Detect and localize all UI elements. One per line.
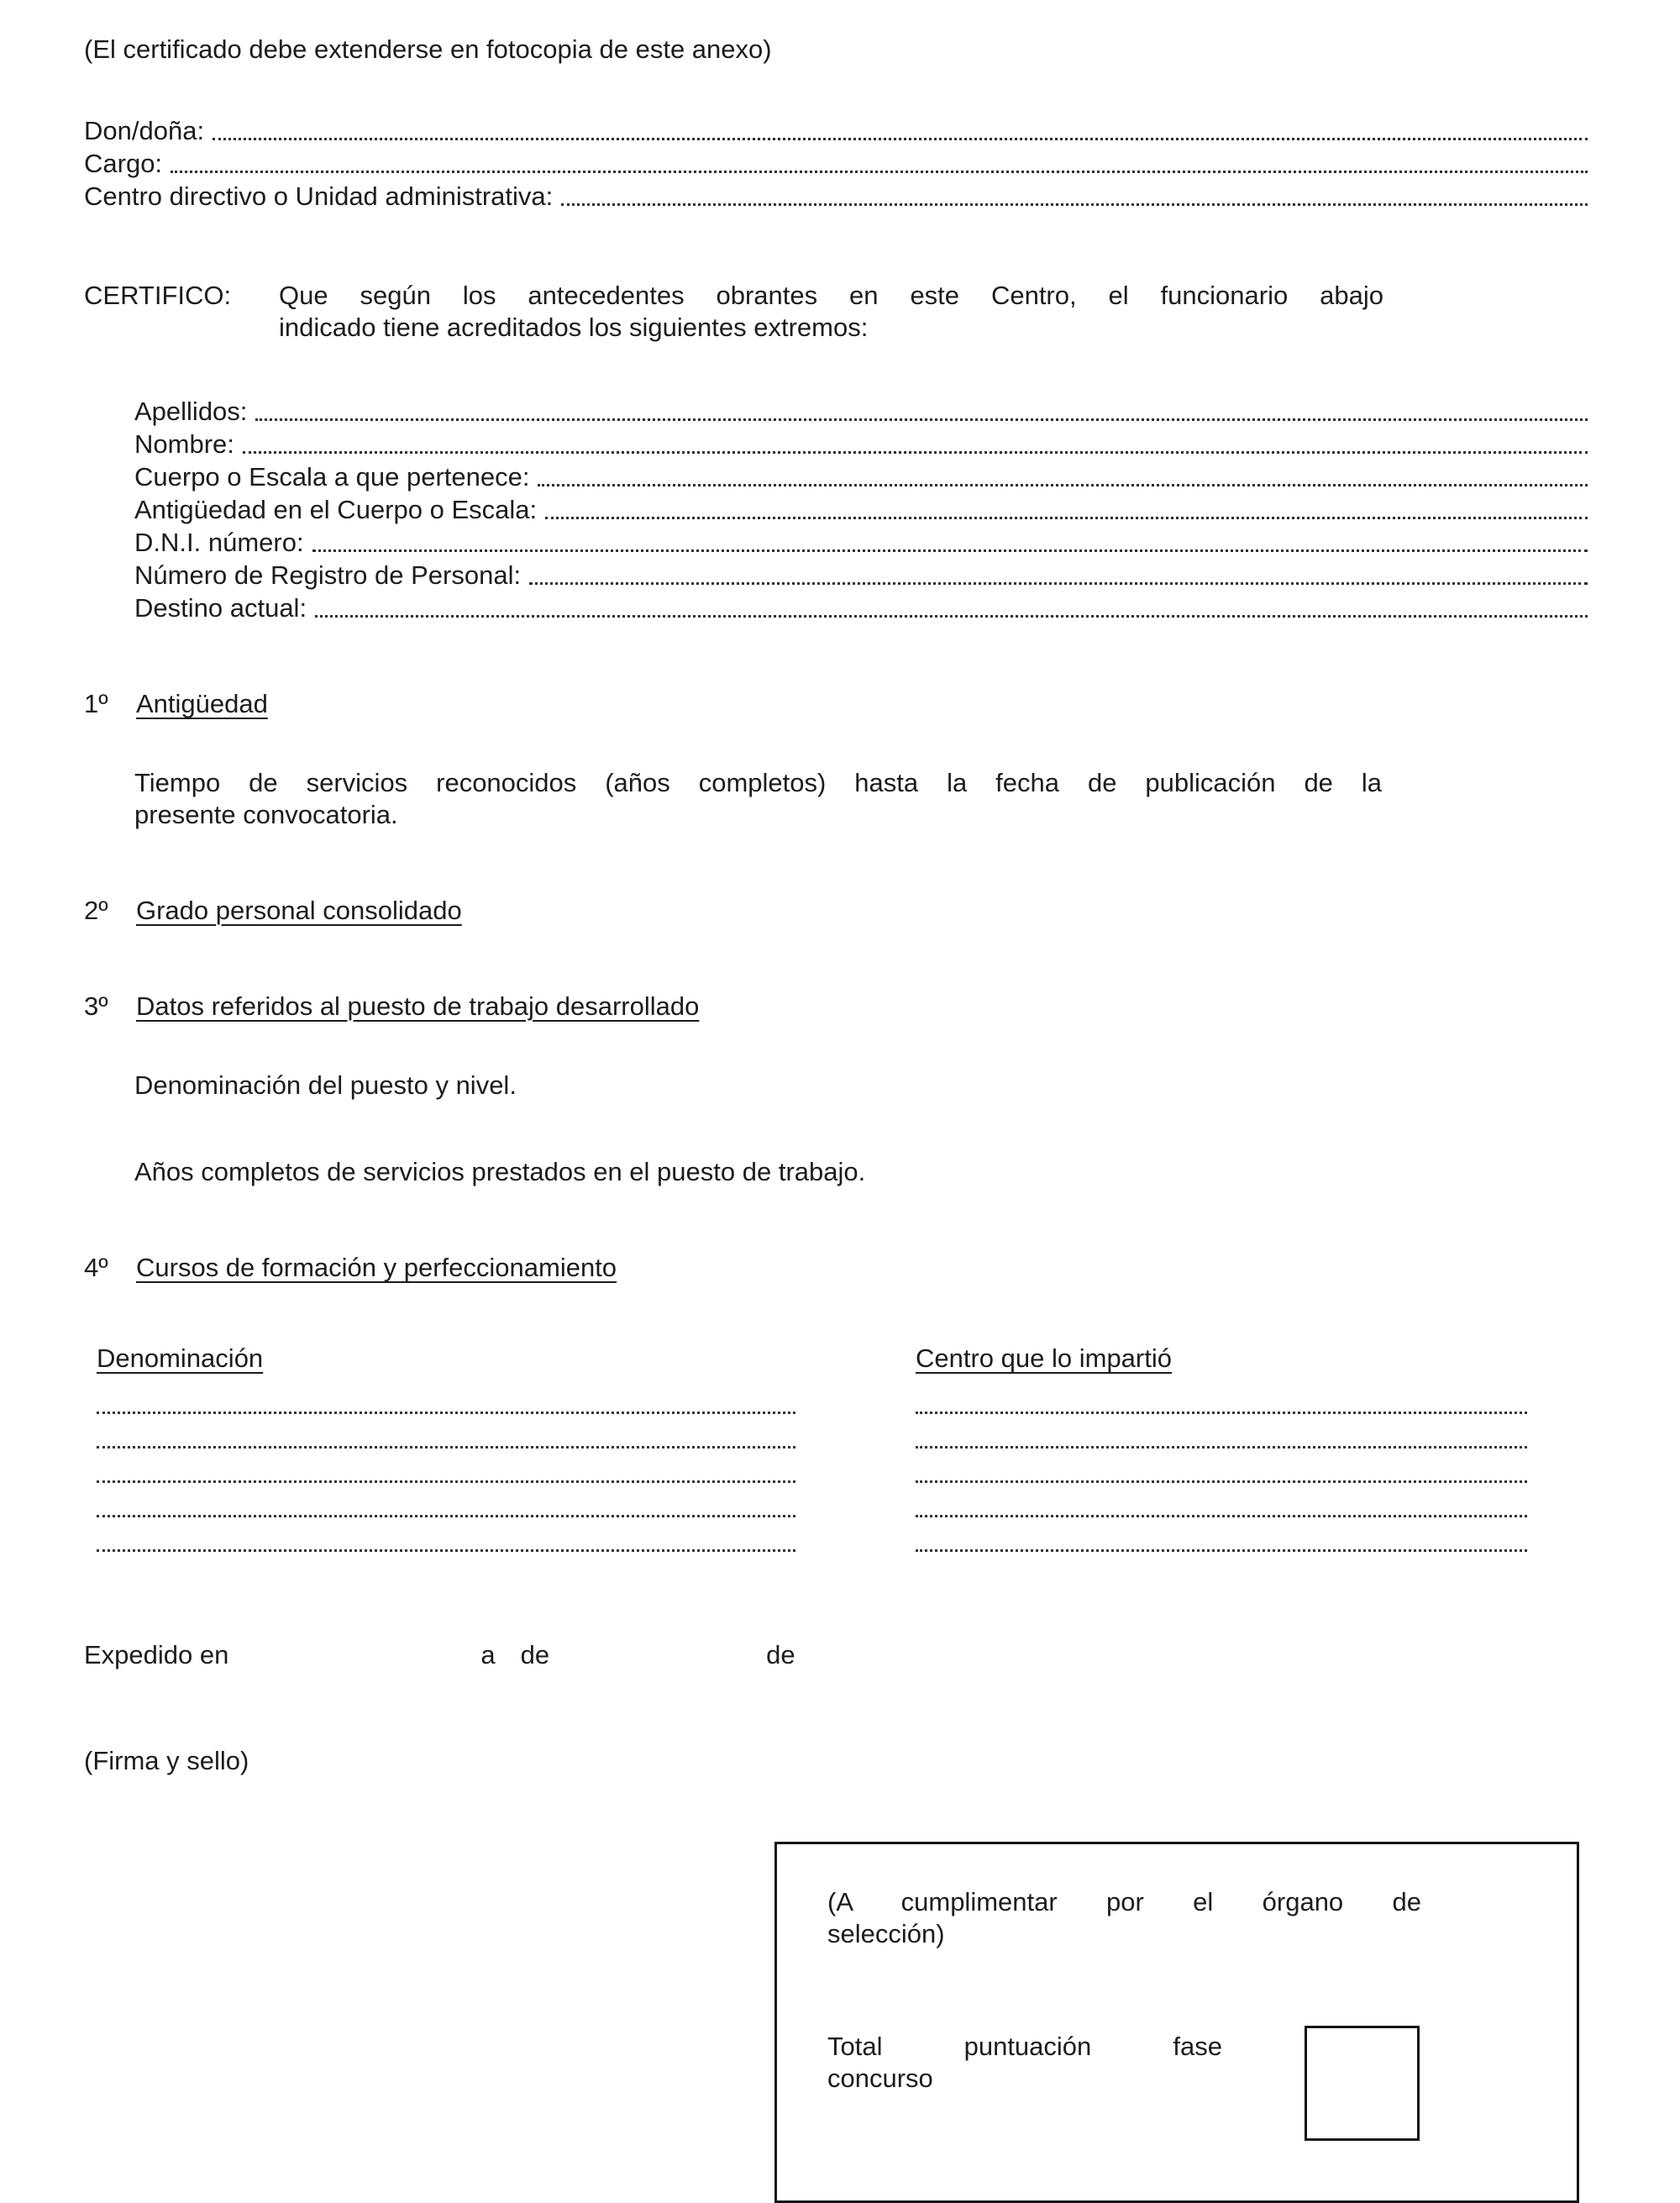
- label-line: concurso: [827, 2063, 933, 2093]
- section-1-paragraph: [134, 767, 1382, 831]
- column-header-centro: Centro que lo impartió: [916, 1343, 1172, 1373]
- paragraph-line: presente convocatoria.: [134, 800, 398, 830]
- field-label: Número de Registro de Personal:: [134, 560, 522, 591]
- field-label: Antigüedad en el Cuerpo o Escala:: [134, 495, 538, 525]
- dotted-line: [916, 1515, 1527, 1517]
- issued-label: Expedido en: [84, 1639, 229, 1669]
- table-row: [97, 1524, 1588, 1559]
- column-header-denominacion: Denominación: [97, 1343, 264, 1373]
- certify-block: [84, 280, 1588, 344]
- dotted-line: [213, 138, 1588, 140]
- section-1-antiguedad: [84, 688, 1588, 720]
- section-number: 1º: [84, 689, 108, 719]
- signature-note: (Firma y sello): [84, 1745, 249, 1775]
- field-cargo: [84, 147, 1588, 180]
- issued-a: a: [480, 1639, 496, 1669]
- section-2-grado-personal: [84, 895, 1588, 927]
- dotted-line: [916, 1412, 1527, 1414]
- field-dni: [134, 526, 1588, 559]
- field-destino-actual: [134, 591, 1588, 624]
- section-title: Grado personal consolidado: [136, 895, 462, 925]
- label-line: Total puntuación fase: [827, 2032, 1222, 2061]
- person-fields: [134, 395, 1588, 624]
- table-row: [97, 1421, 1588, 1455]
- total-score-label: [827, 2031, 1222, 2095]
- field-cuerpo-escala: [134, 460, 1588, 493]
- dotted-line: [916, 1446, 1527, 1449]
- section-3-paragraph-2: Años completos de servicios prestados en el puesto de trabajo.: [134, 1157, 866, 1187]
- field-nombre: [134, 428, 1588, 460]
- field-centro-directivo: [84, 180, 1588, 213]
- field-antiguedad-cuerpo: [134, 493, 1588, 526]
- note-line: selección): [827, 1919, 945, 1949]
- field-label: Cuerpo o Escala a que pertenece:: [134, 462, 530, 492]
- dotted-line: [545, 517, 1588, 519]
- note-line: (A cumplimentar por el órgano de: [827, 1887, 1421, 1917]
- table-row: [97, 1455, 1588, 1490]
- section-number: 2º: [84, 895, 108, 925]
- field-label: Destino actual:: [134, 593, 307, 623]
- dotted-line: [97, 1549, 795, 1552]
- total-score-row: [827, 2031, 1528, 2141]
- table-row: [97, 1490, 1588, 1524]
- dotted-line: [538, 484, 1588, 486]
- issued-de: de: [766, 1639, 795, 1669]
- certify-label: CERTIFICO:: [84, 280, 232, 310]
- section-title: Antigüedad: [136, 689, 268, 719]
- paragraph-line: Tiempo de servicios reconocidos (años completos) hasta la fecha de publicación de la: [134, 768, 1382, 798]
- dotted-line: [97, 1515, 795, 1517]
- section-number: 4º: [84, 1253, 108, 1283]
- dotted-line: [97, 1480, 795, 1483]
- issued-de: de: [520, 1639, 550, 1669]
- field-label: Cargo:: [84, 148, 163, 178]
- dotted-line: [916, 1480, 1527, 1483]
- certify-text: [279, 280, 1383, 344]
- field-label: Nombre:: [134, 429, 234, 460]
- certify-text-line: indicado tiene acreditados los siguientes extremos:: [279, 312, 869, 342]
- section-title: Datos referidos al puesto de trabajo desarrollado: [136, 991, 700, 1021]
- score-entry-box: [1305, 2026, 1420, 2141]
- section-3-paragraph-1: Denominación del puesto y nivel.: [134, 1070, 517, 1100]
- dotted-line: [529, 582, 1588, 585]
- field-label: Apellidos:: [134, 397, 248, 427]
- field-label: Don/doña:: [84, 115, 205, 145]
- courses-table: [97, 1343, 1588, 1559]
- dotted-line: [243, 451, 1588, 454]
- certify-text-line: Que según los antecedentes obrantes en este Centro, el funcionario abajo: [279, 280, 1383, 310]
- field-registro-personal: [134, 559, 1588, 591]
- dotted-line: [312, 549, 1588, 552]
- field-don-dona: [84, 114, 1588, 147]
- table-row: [97, 1386, 1588, 1421]
- issued-line: [84, 1639, 1588, 1671]
- section-3-datos-puesto: [84, 991, 1588, 1023]
- field-label: D.N.I. número:: [134, 528, 304, 558]
- section-4-cursos: [84, 1252, 1588, 1284]
- dotted-line: [97, 1446, 795, 1449]
- section-number: 3º: [84, 991, 108, 1021]
- dotted-line: [561, 203, 1588, 206]
- section-title: Cursos de formación y perfeccionamiento: [136, 1253, 617, 1283]
- dotted-line: [916, 1549, 1527, 1552]
- field-apellidos: [134, 395, 1588, 428]
- dotted-line: [97, 1412, 795, 1414]
- selection-board-note: [827, 1886, 1421, 1950]
- dotted-line: [255, 418, 1588, 421]
- selection-board-box: [774, 1842, 1579, 2203]
- courses-table-header: [97, 1343, 1588, 1375]
- dotted-line: [171, 171, 1588, 173]
- field-label: Centro directivo o Unidad administrativa:: [84, 181, 554, 211]
- photocopy-note: (El certificado debe extenderse en fotocopia de este anexo): [84, 34, 772, 64]
- dotted-line: [315, 615, 1588, 618]
